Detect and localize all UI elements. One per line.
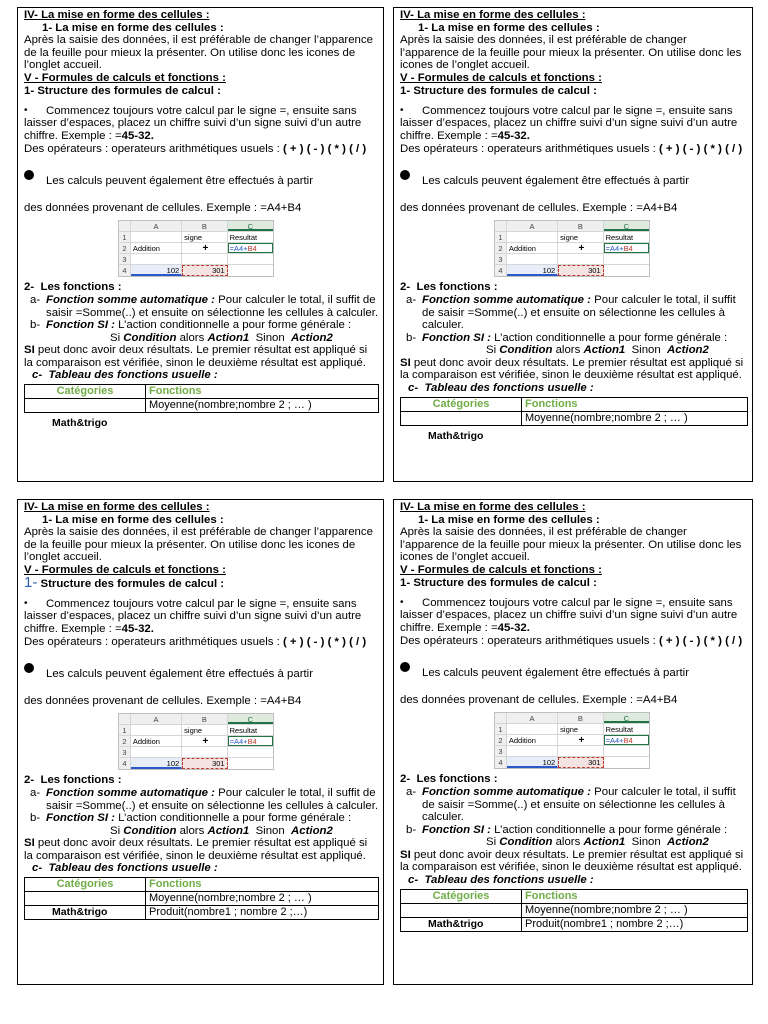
- excel-cell-addition: Addition: [131, 736, 182, 746]
- section-title-iv: IV- La mise en forme des cellules :: [400, 501, 586, 513]
- document-panel-top-right: [393, 7, 753, 482]
- item-c: c- Tableau des fonctions usuelle :: [32, 862, 218, 875]
- intro-paragraph: Après la saisie des données, il est préférable de changer l’apparence de la feuille pour mieux la présenter. On utilise donc les icones de l’onglet accueil.: [400, 34, 742, 72]
- section-title-v: V - Formules de calculs et fonctions :: [400, 563, 602, 576]
- section-title-iv: IV- La mise en forme des cellules :: [400, 9, 586, 21]
- subsection-title: 1- La mise en forme des cellules :: [42, 21, 224, 34]
- excel-cell-a4: 102: [131, 758, 182, 769]
- excel-row-4: 4: [119, 758, 131, 769]
- excel-row-1: 1: [119, 232, 131, 242]
- operators-paragraph: Des opérateurs : operateurs arithmétiques usuels : ( + ) ( - ) ( * ) ( / ): [24, 635, 367, 648]
- item-a: a- Fonction somme automatique : Pour calculer le total, il suffit de saisir =Somme(..) et ensuite on sélectionne les cellules à calculer.: [406, 293, 736, 332]
- structure-title: Structure des formules de calcul :: [413, 84, 597, 97]
- table-header-fonctions: Fonctions: [522, 889, 748, 903]
- formula-paragraph: Commencez toujours votre calcul par le signe =, ensuite sans laisser d’espaces, placez un chiffre suivi d’un signe suivi d’un autre chiffre. Exemple : =45-32.: [24, 597, 362, 635]
- excel-cell-addition: Addition: [507, 243, 558, 253]
- table-cell-moyenne: Moyenne(nombre;nombre 2 ; … ): [522, 411, 748, 425]
- excel-col-c: C: [604, 713, 649, 723]
- excel-row-3: 3: [495, 254, 507, 264]
- intro-paragraph: Après la saisie des données, il est préférable de changer l’apparence de la feuille pour mieux la présenter. On utilise donc les icones de l’onglet accueil.: [24, 34, 373, 72]
- excel-row-2: 2: [495, 735, 507, 745]
- item-b: b- Fonction SI : L’action conditionnelle a pour forme générale :: [406, 823, 728, 836]
- bullet-dot-icon: [400, 170, 410, 180]
- excel-col-a: A: [507, 713, 558, 723]
- table-header-fonctions: Fonctions: [522, 397, 748, 411]
- excel-cell-resultat: Resultat: [605, 233, 634, 243]
- operators-paragraph: Des opérateurs : operateurs arithmétiques usuels : ( + ) ( - ) ( * ) ( / ): [400, 142, 743, 155]
- excel-cell-formula: =A4+B4: [228, 736, 273, 746]
- document-panel-bottom-right: [393, 499, 753, 985]
- bullet-icon: •: [400, 105, 404, 117]
- excel-cell-a4: 102: [507, 265, 558, 276]
- intro-paragraph: Après la saisie des données, il est préférable de changer l’apparence de la feuille pour mieux la présenter. On utilise donc les icones de l’onglet accueil.: [24, 526, 373, 564]
- formula-paragraph: Commencez toujours votre calcul par le signe =, ensuite sans laisser d’espaces, placez un chiffre suivi d’un signe suivi d’un autre chiffre. Exemple : =45-32.: [400, 104, 738, 142]
- cells-intro: Les calculs peuvent également être effectués à partir: [46, 668, 313, 681]
- structure-heading: [400, 85, 748, 98]
- excel-cell-a4: 102: [507, 757, 558, 768]
- excel-corner: [119, 714, 131, 724]
- structure-number: 1-: [400, 84, 411, 97]
- table-cell-produit: Produit(nombre1 ; nombre 2 ;…): [146, 906, 379, 920]
- excel-row-3: 3: [119, 254, 131, 264]
- cells-example: des données provenant de cellules. Exemple : =A4+B4: [24, 694, 302, 707]
- excel-row-1: 1: [495, 232, 507, 242]
- table-header-fonctions: Fonctions: [146, 385, 379, 399]
- excel-cell-signe: signe: [182, 232, 227, 242]
- excel-col-c: C: [228, 221, 273, 231]
- excel-corner: [119, 221, 131, 231]
- subsection-title: 1- La mise en forme des cellules :: [42, 513, 224, 526]
- excel-corner: [495, 221, 507, 231]
- excel-col-b: B: [182, 221, 227, 231]
- item-c: c- Tableau des fonctions usuelle :: [32, 369, 218, 382]
- excel-cell-b4: 301: [558, 265, 603, 276]
- si-paragraph: SI peut donc avoir deux résultats. Le premier résultat est appliqué si la comparaison est vérifiée, sinon le deuxième résultat est appliqué.: [400, 848, 744, 874]
- si-paragraph: SI peut donc avoir deux résultats. Le premier résultat est appliqué si la comparaison est vérifiée, sinon le deuxième résultat est appliqué.: [24, 344, 368, 369]
- document-panel-bottom-left: [17, 499, 384, 985]
- excel-cell-signe: signe: [558, 232, 603, 242]
- excel-cell-resultat: Resultat: [605, 725, 634, 735]
- excel-cell-resultat: Resultat: [229, 233, 258, 243]
- structure-number: 1-: [400, 576, 411, 589]
- intro-paragraph: Après la saisie des données, il est préférable de changer l’apparence de la feuille pour mieux la présenter. On utilise donc les icones de l’onglet accueil.: [400, 526, 742, 564]
- bullet-cells: [24, 167, 379, 188]
- item-b: b- Fonction SI : L’action conditionnelle a pour forme générale :: [406, 331, 728, 344]
- cells-example: des données provenant de cellules. Exemple : =A4+B4: [24, 201, 302, 214]
- excel-cell-signe: signe: [182, 725, 227, 735]
- operators-paragraph: Des opérateurs : operateurs arithmétiques usuels : ( + ) ( - ) ( * ) ( / ): [24, 142, 367, 155]
- bullet-dot-icon: [24, 663, 34, 673]
- bullet-icon: •: [400, 597, 404, 609]
- excel-snapshot: [118, 220, 274, 277]
- structure-title: Structure des formules de calcul :: [413, 576, 597, 589]
- fonctions-heading: 2- Les fonctions :: [24, 281, 122, 294]
- excel-row-1: 1: [119, 725, 131, 735]
- table-cell-produit: Produit(nombre1 ; nombre 2 ;…): [522, 917, 748, 931]
- item-b: b- Fonction SI : L’action conditionnelle a pour forme générale :: [30, 319, 352, 332]
- operators-paragraph: Des opérateurs : operateurs arithmétiques usuels : ( + ) ( - ) ( * ) ( / ): [400, 634, 743, 647]
- excel-row-1: 1: [495, 724, 507, 734]
- bullet-icon: •: [24, 105, 28, 117]
- structure-number: 1-: [24, 573, 38, 591]
- formula-paragraph: Commencez toujours votre calcul par le signe =, ensuite sans laisser d’espaces, placez un chiffre suivi d’un signe suivi d’un autre chiffre. Exemple : =45-32.: [24, 104, 362, 142]
- structure-number: 1-: [24, 84, 35, 97]
- table-header-fonctions: Fonctions: [146, 878, 379, 892]
- si-line: Si Condition alors Action1 Sinon Action2: [486, 344, 709, 357]
- fonctions-heading: 2- Les fonctions :: [400, 281, 498, 294]
- section-title-v: V - Formules de calculs et fonctions :: [24, 71, 226, 84]
- excel-corner: [495, 713, 507, 723]
- cells-intro: Les calculs peuvent également être effectués à partir: [46, 175, 313, 188]
- excel-col-a: A: [131, 714, 182, 724]
- excel-cell-formula: =A4+B4: [228, 243, 273, 253]
- table-header-categories: Catégories: [25, 385, 146, 399]
- excel-col-b: B: [558, 221, 603, 231]
- formula-paragraph: Commencez toujours votre calcul par le signe =, ensuite sans laisser d’espaces, placez un chiffre suivi d’un signe suivi d’un autre chiffre. Exemple : =45-32.: [400, 596, 738, 634]
- excel-cell-addition: Addition: [507, 735, 558, 745]
- functions-table: [400, 397, 748, 426]
- excel-cell-b4: 301: [182, 758, 227, 769]
- section-title-iv: IV- La mise en forme des cellules :: [24, 501, 210, 513]
- table-row: [25, 399, 379, 413]
- excel-row-4: 4: [495, 265, 507, 276]
- excel-row-3: 3: [495, 746, 507, 756]
- item-c: c- Tableau des fonctions usuelle :: [408, 382, 594, 395]
- excel-cell-resultat: Resultat: [229, 726, 258, 736]
- cells-intro: Les calculs peuvent également être effectués à partir: [422, 175, 689, 188]
- item-a: a- Fonction somme automatique : Pour calculer le total, il suffit de saisir =Somme(..) et ensuite on sélectionne les cellules à calculer.: [30, 293, 379, 319]
- excel-cell-addition: Addition: [131, 243, 182, 253]
- bullet-cells: [400, 659, 748, 680]
- excel-col-b: B: [558, 713, 603, 723]
- excel-cell-signe: signe: [558, 724, 603, 734]
- excel-snapshot: [494, 712, 650, 769]
- structure-title: Structure des formules de calcul :: [40, 577, 225, 590]
- excel-cell-formula: =A4+B4: [604, 243, 649, 253]
- bullet-cells: [24, 660, 379, 681]
- excel-col-c: C: [604, 221, 649, 231]
- excel-snapshot: [494, 220, 650, 277]
- item-c: c- Tableau des fonctions usuelle :: [408, 874, 594, 887]
- excel-row-4: 4: [119, 265, 131, 276]
- table-category-mathtrigo: Math&trigo: [428, 917, 484, 930]
- subsection-title: 1- La mise en forme des cellules :: [418, 513, 600, 526]
- excel-row-4: 4: [495, 757, 507, 768]
- structure-heading: [24, 573, 379, 591]
- structure-heading: [24, 85, 379, 98]
- table-category-mathtrigo: Math&trigo: [428, 429, 484, 442]
- si-paragraph: SI peut donc avoir deux résultats. Le premier résultat est appliqué si la comparaison est vérifiée, sinon le deuxième résultat est appliqué.: [400, 356, 744, 382]
- subsection-title: 1- La mise en forme des cellules :: [418, 21, 600, 34]
- section-title-v: V - Formules de calculs et fonctions :: [400, 71, 602, 84]
- bullet-cells: [400, 167, 748, 188]
- excel-snapshot: [118, 713, 274, 770]
- excel-cell-b4: 301: [182, 265, 227, 276]
- excel-col-a: A: [131, 221, 182, 231]
- cells-example: des données provenant de cellules. Exemple : =A4+B4: [400, 201, 678, 214]
- cells-example: des données provenant de cellules. Exemple : =A4+B4: [400, 693, 678, 706]
- table-header-categories: Catégories: [401, 397, 522, 411]
- excel-row-3: 3: [119, 747, 131, 757]
- si-line: Si Condition alors Action1 Sinon Action2: [110, 331, 333, 344]
- item-a: a- Fonction somme automatique : Pour calculer le total, il suffit de saisir =Somme(..) et ensuite on sélectionne les cellules à calculer.: [406, 785, 736, 824]
- cells-intro: Les calculs peuvent également être effectués à partir: [422, 667, 689, 680]
- table-category-mathtrigo: Math&trigo: [52, 417, 108, 430]
- item-b: b- Fonction SI : L’action conditionnelle a pour forme générale :: [30, 812, 352, 825]
- fonctions-heading: 2- Les fonctions :: [400, 773, 498, 786]
- structure-heading: [400, 577, 748, 590]
- fonctions-heading: 2- Les fonctions :: [24, 774, 122, 787]
- excel-row-2: 2: [495, 243, 507, 253]
- excel-col-b: B: [182, 714, 227, 724]
- table-category-mathtrigo: Math&trigo: [52, 906, 108, 919]
- table-header-categories: Catégories: [25, 878, 146, 892]
- excel-cell-plus: +: [182, 243, 227, 253]
- table-cell-moyenne: Moyenne(nombre;nombre 2 ; … ): [146, 399, 379, 413]
- excel-cell-b4: 301: [558, 757, 603, 768]
- table-header-categories: Catégories: [401, 889, 522, 903]
- excel-col-a: A: [507, 221, 558, 231]
- excel-cell-plus: +: [558, 735, 603, 745]
- bullet-dot-icon: [24, 170, 34, 180]
- excel-row-2: 2: [119, 736, 131, 746]
- excel-cell-formula: =A4+B4: [604, 735, 649, 745]
- si-line: Si Condition alors Action1 Sinon Action2: [110, 824, 333, 837]
- bullet-icon: •: [24, 598, 28, 610]
- excel-cell-plus: +: [558, 243, 603, 253]
- section-title-iv: IV- La mise en forme des cellules :: [24, 9, 210, 21]
- table-cell-moyenne: Moyenne(nombre;nombre 2 ; … ): [146, 892, 379, 906]
- bullet-dot-icon: [400, 662, 410, 672]
- document-panel-top-left: [17, 7, 384, 482]
- structure-title: Structure des formules de calcul :: [37, 84, 221, 97]
- excel-cell-plus: +: [182, 736, 227, 746]
- table-cell-moyenne: Moyenne(nombre;nombre 2 ; … ): [522, 903, 748, 917]
- si-paragraph: SI peut donc avoir deux résultats. Le premier résultat est appliqué si la comparaison est vérifiée, sinon le deuxième résultat est appliqué.: [24, 837, 368, 862]
- table-row: [401, 903, 748, 917]
- si-line: Si Condition alors Action1 Sinon Action2: [486, 836, 709, 849]
- table-row: [401, 411, 748, 425]
- excel-cell-a4: 102: [131, 265, 182, 276]
- excel-row-2: 2: [119, 243, 131, 253]
- table-row: [25, 892, 379, 906]
- functions-table: [24, 384, 379, 413]
- excel-col-c: C: [228, 714, 273, 724]
- section-title-v: V - Formules de calculs et fonctions :: [24, 563, 226, 576]
- item-a: a- Fonction somme automatique : Pour calculer le total, il suffit de saisir =Somme(..) et ensuite on sélectionne les cellules à calculer.: [30, 786, 379, 812]
